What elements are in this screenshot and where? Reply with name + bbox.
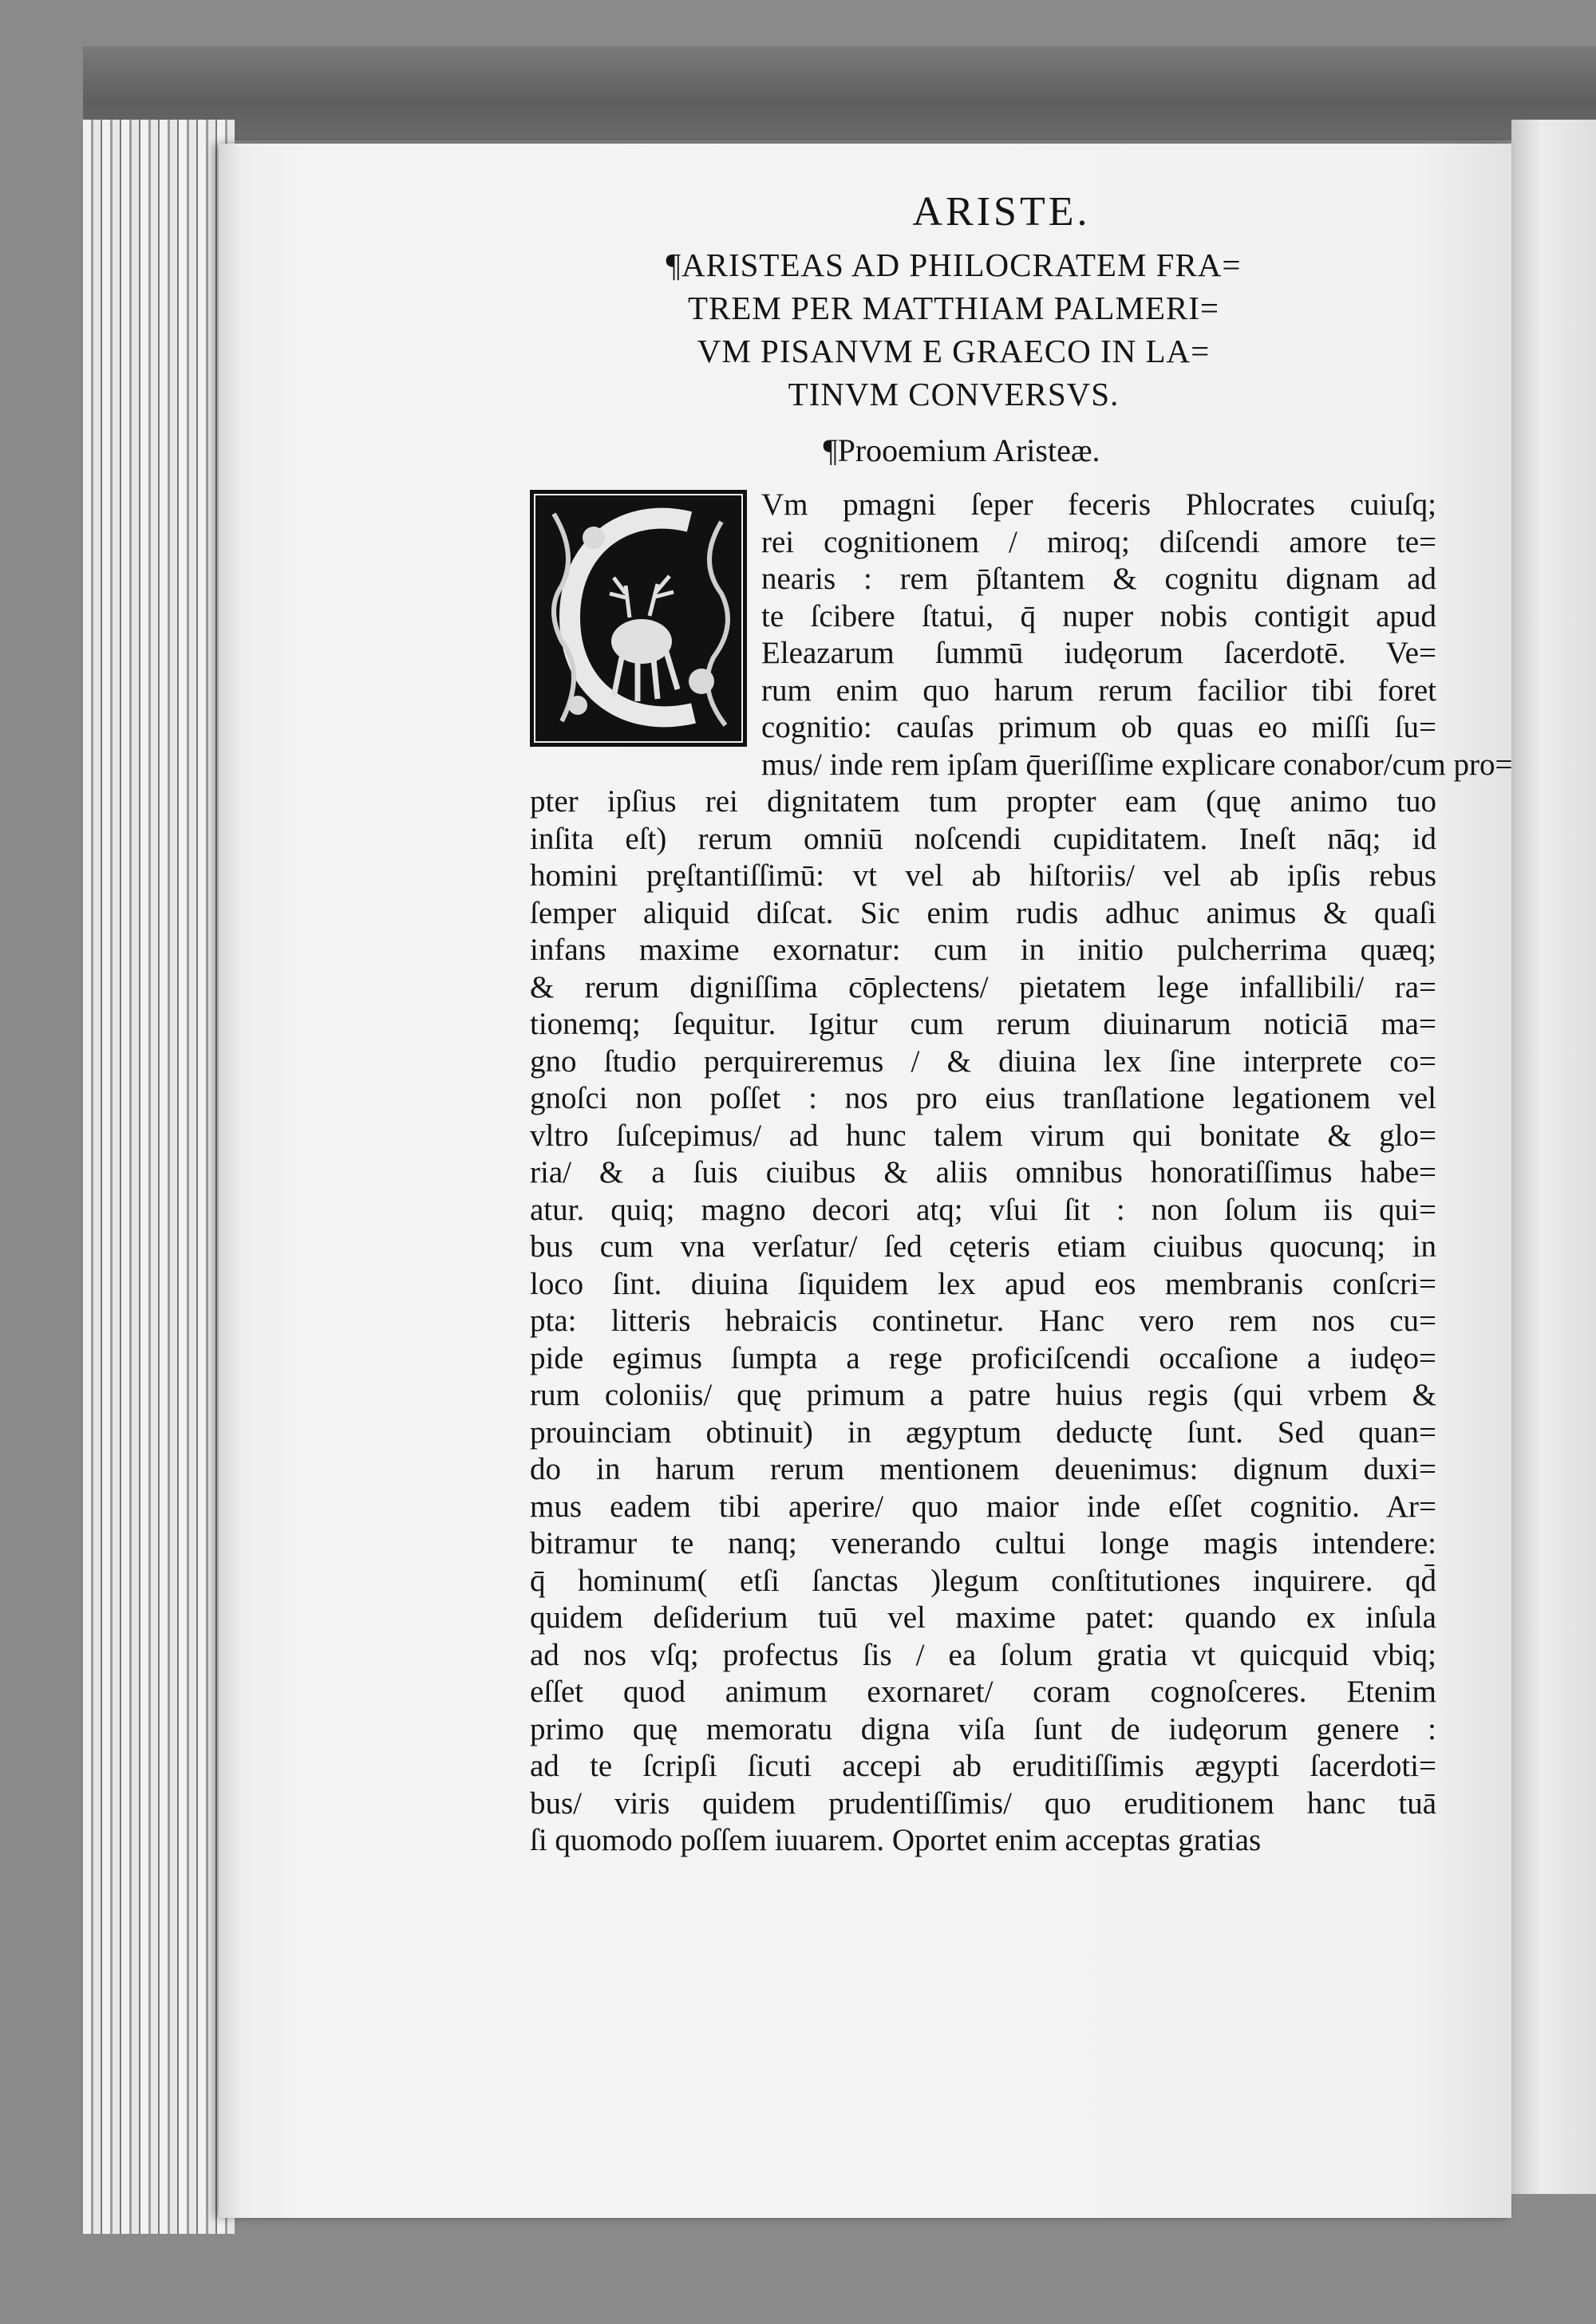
title-line: TINVM CONVERSVS. [788,376,1120,412]
text-line: loco ſint. diuina ſiquidem lex apud eos membranis conſcri= [530,1266,1436,1301]
text-line: Vm pmagni ſeper feceris Phlocrates cuiuſq; [761,487,1436,522]
text-line: q̄ hominum( etſi ſanctas )legum conſtitutiones inquirere. qd̄ [530,1563,1436,1598]
text-line: pide egimus ſumpta a rege proficiſcendi occaſione a iudęo= [530,1340,1436,1375]
text-line: rum coloniis/ quę primum a patre huius regis (qui vrbem & [530,1378,1436,1412]
text-line: inſita eſt) rerum omniū noſcendi cupiditatem. Ineſt nāq; id [530,821,1436,856]
text-line: gnoſci non poſſet : nos pro eius tranſlatione legationem vel [530,1081,1436,1115]
section-heading: ¶Prooemium Aristeæ. [823,432,1100,468]
text-line: primo quę memoratu digna viſa ſunt de iudęorum genere : [530,1711,1436,1746]
text-line: cognitio: cauſas primum ob quas eo miſſi ſu= [761,710,1436,744]
text-line: mus/ inde rem ipſam q̄ueriſſime explicare conabor/cum pro= [761,747,1513,782]
title-line: VM PISANVM E GRAECO IN LA= [697,333,1211,369]
text-line: mus eadem tibi aperire/ quo maior inde eſſet cognitio. Ar= [530,1489,1436,1524]
text-line: & rerum digniſſima cōplectens/ pietatem lege infallibili/ ra= [530,969,1436,1004]
text-line: ad te ſcripſi ſicuti accepi ab eruditiſſimis ægypti ſacerdoti= [530,1749,1436,1783]
text-line: pta: litteris hebraicis continetur. Hanc vero rem nos cu= [530,1304,1436,1338]
title-line: ¶ARISTEAS AD PHILOCRATEM FRA= [666,247,1242,283]
text-line: atur. quiq; magno decori atq; vſui ſit : non ſolum iis qui= [530,1192,1436,1227]
text-line: te ſcibere ſtatui, q̄ nuper nobis contigit apud [761,598,1436,633]
text-line: ſi quomodo poſſem iuuarem. Oportet enim acceptas gratias [530,1823,1262,1857]
text-line: do in harum rerum mentionem deuenimus: dignum duxi= [530,1452,1436,1486]
text-line: vltro ſuſcepimus/ ad hunc talem virum qui bonitate & glo= [530,1118,1436,1153]
text-line: ria/ & a ſuis ciuibus & aliis omnibus honoratiſſimus habe= [530,1155,1436,1190]
text-line: bitramur te nanq; venerando cultui longe magis intendere: [530,1526,1436,1561]
title-line: TREM PER MATTHIAM PALMERI= [687,290,1220,326]
text-line: rei cognitionem / miroq; diſcendi amore te= [761,524,1436,559]
text-block [530,188,1513,1860]
text-line: bus cum vna verſatur/ ſed cęteris etiam ciuibus quocunq; in [530,1229,1436,1264]
text-line: gno ſtudio perquireremus / & diuina lex ſine interprete co= [530,1044,1436,1079]
text-line: ad nos vſq; profectus ſis / ea ſolum gratia vt quicquid vbiq; [530,1637,1436,1672]
page-edges-stack [83,120,235,2234]
text-line: Eleazarum ſummū iudęorum ſacerdotē. Ve= [761,636,1436,670]
facing-page-edge [1511,120,1596,2194]
decorated-initial-icon [530,490,747,747]
text-line: tionemq; ſequitur. Igitur cum rerum diuinarum noticiā ma= [530,1007,1436,1041]
text-line: prouinciam obtinuit) in ægyptum deductę ſunt. Sed quan= [530,1415,1436,1450]
text-line: quidem deſiderium tuū vel maxime patet: quando ex inſula [530,1600,1436,1635]
title [535,243,1373,416]
running-head: ARISTE. [912,189,1091,235]
text-line: eſſet quod animum exornaret/ coram cognoſceres. Etenim [530,1675,1436,1709]
top-binding [83,46,1596,140]
text-line: ſemper aliquid diſcat. Sic enim rudis adhuc animus & quaſi [530,895,1436,930]
text-line: homini prȩſtantiſſimū: vt vel ab hiſtoriis/ vel ab ipſis rebus [530,858,1436,893]
text-line: nearis : rem p̄ſtantem & cognitu dignam ad [761,562,1436,596]
text-line: rum enim quo harum rerum facilior tibi foret [761,673,1436,708]
body-text [530,487,1513,1860]
text-line: infans maxime exornatur: cum in initio pulcherrima quæq; [530,933,1436,967]
text-line: pter ipſius rei dignitatem tum propter eam (quę animo tuo [530,784,1436,819]
text-line: bus/ viris quidem prudentiſſimis/ quo eruditionem hanc tuā [530,1785,1436,1821]
